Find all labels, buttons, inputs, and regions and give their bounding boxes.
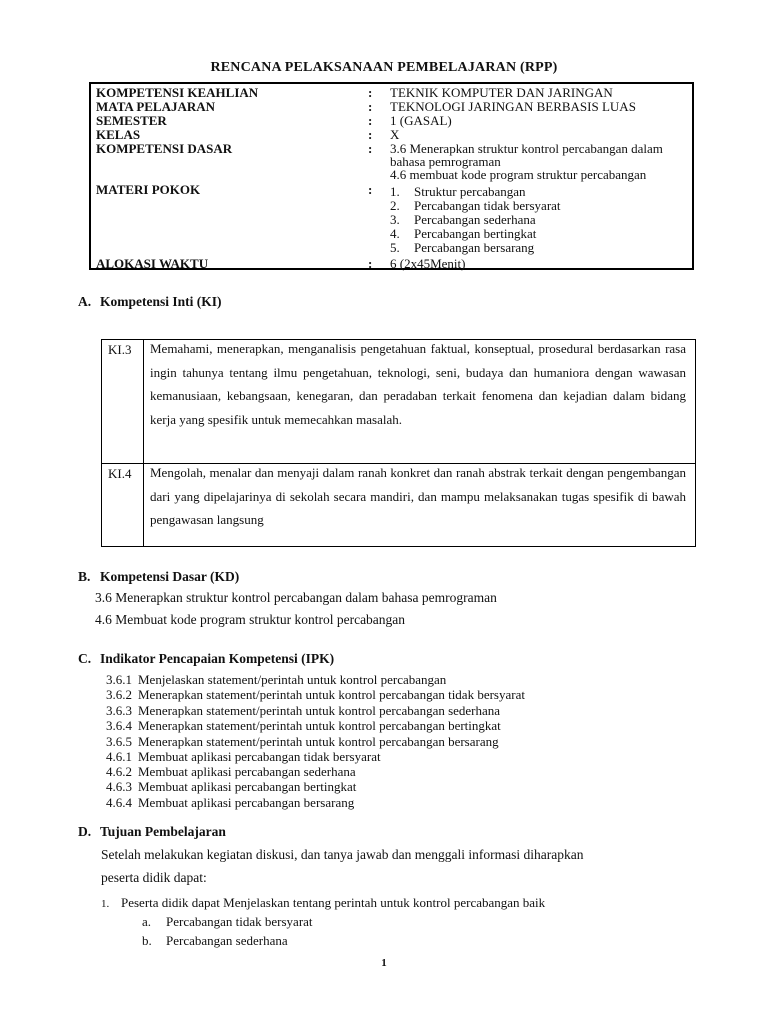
materi-pokok-item: 2. Percabangan tidak bersyarat xyxy=(390,198,561,213)
info-value-kompetensi-dasar-line-2: bahasa pemrograman xyxy=(390,154,501,169)
ki-text-3: Memahami, menerapkan, menganalisis pengetahuan faktual, konseptual, prosedural berdasarkan rasa ingin tahunya tentang ilmu pengetahuan, teknologi, seni, budaya dan humaniora dengan wawasan kemanusiaan, kebangsaan, kenegaran, dan peradaban terkait fenomena dan kejadian dalam bidang kerja yang spesifik untuk memecahkan masalah. xyxy=(150,341,686,427)
document-title: RENCANA PELAKSANAAN PEMBELAJARAN (RPP) xyxy=(210,60,558,75)
kd-line-3-6: 3.6 Menerapkan struktur kontrol percabangan dalam bahasa pemrograman xyxy=(95,590,497,605)
tujuan-intro-line-1: Setelah melakukan kegiatan diskusi, dan tanya jawab dan menggali informasi diharapkan xyxy=(101,847,584,862)
ki-text-4: Mengolah, menalar dan menyaji dalam ranah konkret dan ranah abstrak terkait dengan pengembangan dari yang dipelajarinya di sekolah secara mandiri, dan mampu melaksanakan tugas spesifik di bawah pengawasan langsung xyxy=(150,465,686,527)
info-colon: : xyxy=(368,127,373,142)
info-label-semester: SEMESTER xyxy=(96,113,167,128)
info-value-kompetensi-dasar-line-1: 3.6 Menerapkan struktur kontrol percabangan dalam xyxy=(390,141,663,156)
info-label-kompetensi-keahlian: KOMPETENSI KEAHLIAN xyxy=(96,85,259,100)
info-colon: : xyxy=(368,113,373,128)
tujuan-intro-line-2: peserta didik dapat: xyxy=(101,870,207,885)
info-label-kelas: KELAS xyxy=(96,127,141,142)
page-number: 1 xyxy=(381,957,387,969)
info-colon: : xyxy=(368,99,373,114)
info-colon: : xyxy=(368,141,373,156)
info-value-alokasi-waktu: 6 (2x45Menit) xyxy=(390,256,466,271)
materi-pokok-item: 4. Percabangan bertingkat xyxy=(390,226,537,241)
info-label-kompetensi-dasar: KOMPETENSI DASAR xyxy=(96,141,233,156)
info-label-materi-pokok: MATERI POKOK xyxy=(96,182,201,197)
info-value-semester: 1 (GASAL) xyxy=(390,113,452,128)
info-value-mata-pelajaran: TEKNOLOGI JARINGAN BERBASIS LUAS xyxy=(390,99,636,114)
info-colon: : xyxy=(368,256,373,271)
section-c-heading: C. Indikator Pencapaian Kompetensi (IPK) xyxy=(78,651,335,666)
tujuan-item-1: 1. Peserta didik dapat Menjelaskan tentang perintah untuk kontrol percabangan baik xyxy=(101,895,546,910)
info-label-mata-pelajaran: MATA PELAJARAN xyxy=(96,99,216,114)
info-value-kompetensi-dasar-line-3: 4.6 membuat kode program struktur percabangan xyxy=(390,167,647,182)
info-value-kelas: X xyxy=(390,127,400,142)
ki-code-4: KI.4 xyxy=(108,466,132,481)
materi-pokok-item: 3. Percabangan sederhana xyxy=(390,212,536,227)
info-value-kompetensi-keahlian: TEKNIK KOMPUTER DAN JARINGAN xyxy=(390,85,613,100)
materi-pokok-item: 5. Percabangan bersarang xyxy=(390,240,535,255)
section-a-heading: A. Kompetensi Inti (KI) xyxy=(78,294,222,309)
kd-line-4-6: 4.6 Membuat kode program struktur kontrol percabangan xyxy=(95,612,406,627)
materi-pokok-item: 1. Struktur percabangan xyxy=(390,184,526,199)
tujuan-subitem-b: b. Percabangan sederhana xyxy=(142,933,288,948)
section-d-heading: D. Tujuan Pembelajaran xyxy=(78,824,226,839)
info-colon: : xyxy=(368,85,373,100)
ki-table-column-divider xyxy=(143,339,144,546)
info-label-alokasi-waktu: ALOKASI WAKTU xyxy=(96,256,209,271)
info-colon: : xyxy=(368,182,373,197)
tujuan-subitem-a: a. Percabangan tidak bersyarat xyxy=(142,914,313,929)
section-b-heading: B. Kompetensi Dasar (KD) xyxy=(78,569,240,584)
ki-code-3: KI.3 xyxy=(108,342,132,357)
